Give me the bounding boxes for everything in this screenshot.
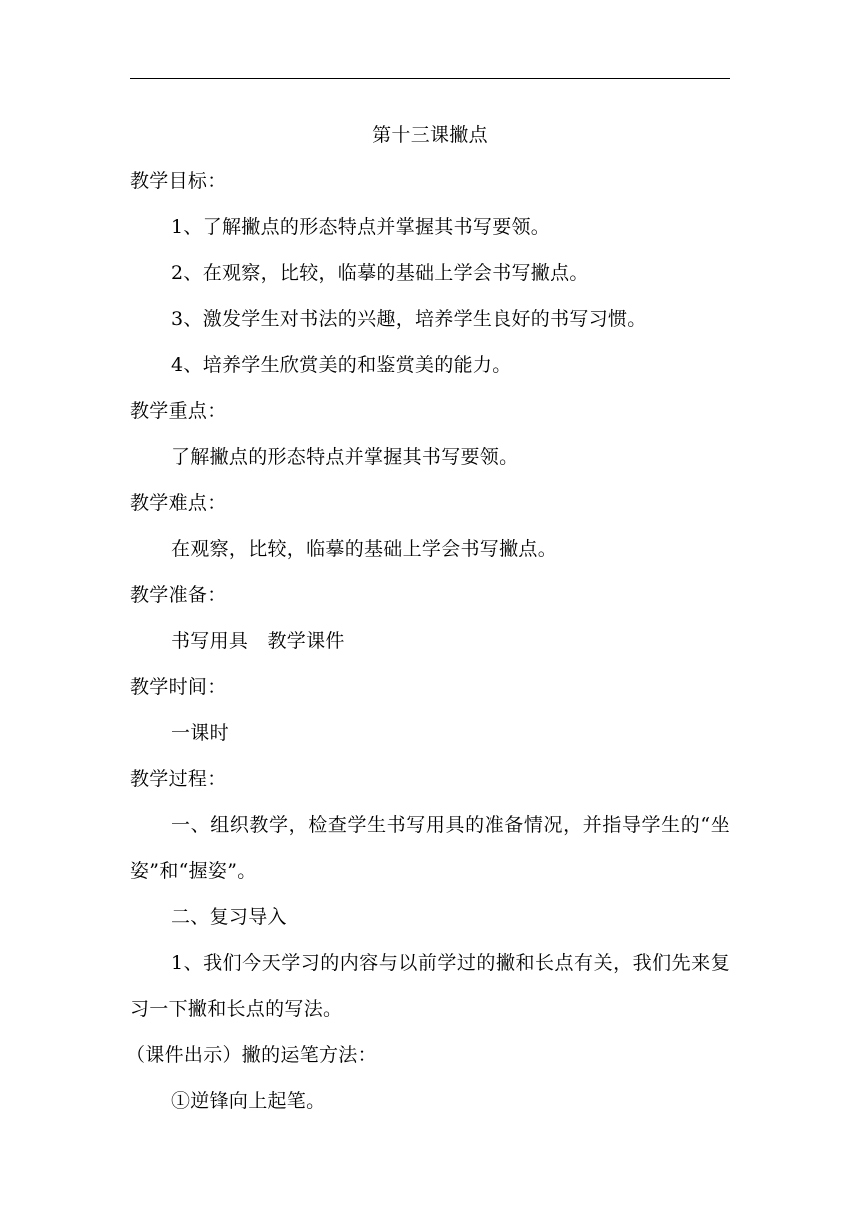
section-heading-difficulties: 教学难点：	[130, 492, 227, 514]
objective-item: 2、在观察，比较，临摹的基础上学会书写撇点。	[171, 262, 589, 284]
objective-item: 4、培养学生欣赏美的和鉴赏美的能力。	[171, 354, 512, 376]
preparation-text: 书写用具 教学课件	[171, 630, 345, 652]
objective-item: 3、激发学生对书法的兴趣，培养学生良好的书写习惯。	[171, 308, 647, 330]
section-heading-preparation: 教学准备：	[130, 584, 227, 606]
key-point-text: 了解撇点的形态特点并掌握其书写要领。	[171, 446, 519, 468]
section-heading-objectives: 教学目标：	[130, 170, 227, 192]
section-heading-time: 教学时间：	[130, 676, 227, 698]
difficulty-text: 在观察，比较，临摹的基础上学会书写撇点。	[171, 538, 558, 560]
document-body	[126, 112, 730, 1124]
header-rule	[130, 78, 730, 79]
page-title: 第十三课撇点	[372, 124, 488, 146]
courseware-note: （课件出示）撇的运笔方法：	[126, 1044, 377, 1066]
time-text: 一课时	[171, 722, 229, 744]
process-step-2-1: 1、我们今天学习的内容与以前学过的撇和长点有关，我们先来复习一下撇和长点的写法。	[130, 952, 730, 1020]
process-step-2: 二、复习导入	[171, 906, 287, 928]
stroke-step-1: ①逆锋向上起笔。	[171, 1090, 326, 1112]
section-heading-key-points: 教学重点：	[130, 400, 227, 422]
objective-item: 1、了解撇点的形态特点并掌握其书写要领。	[171, 216, 551, 238]
section-heading-process: 教学过程：	[130, 768, 227, 790]
process-step-1: 一、组织教学，检查学生书写用具的准备情况，并指导学生的“坐姿”和“握姿”。	[130, 814, 730, 882]
